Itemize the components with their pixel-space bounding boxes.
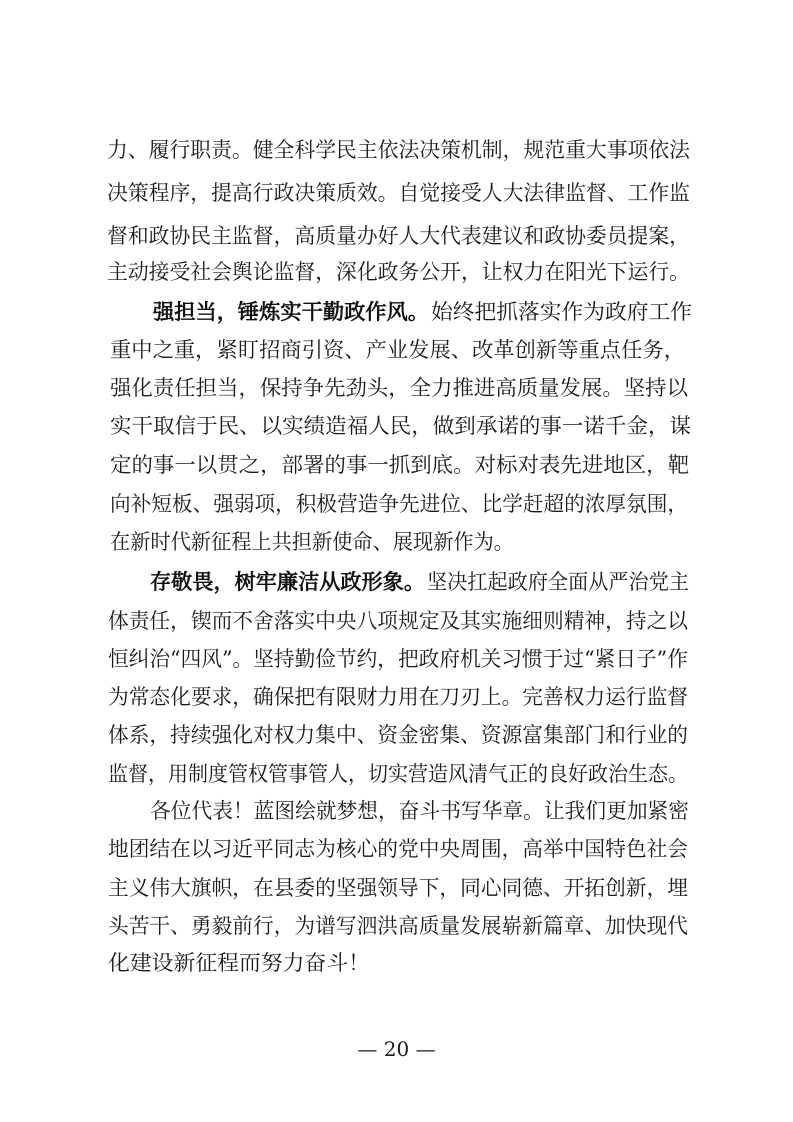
paragraph-line: 体责任，锲而不舍落实中央八项规定及其实施细则精神，持之以 [108,609,689,633]
paragraph-line: 恒纠治“四风”。坚持勤俭节约，把政府机关习惯于过“紧日子”作 [108,647,688,671]
paragraph-line: 各位代表！蓝图绘就梦想，奋斗书写华章。让我们更加紧密 [150,799,690,823]
paragraph-line: 力、履行职责。健全科学民主依法决策机制，规范重大事项依法 [107,138,691,162]
paragraph-line: 始终把抓落实作为政府工作 [431,300,692,324]
paragraph-line: 督和政协民主监督，高质量办好人大代表建议和政协委员提案， [107,224,691,248]
section-heading: 存敬畏，树牢廉洁从政形象。 [150,570,425,594]
paragraph-line: 在新时代新征程上共担新使命、展现新作为。 [110,530,514,554]
paragraph-line: 主动接受社会舆论监督，深化政务公开，让权力在阳光下运行。 [107,260,691,284]
paragraph-line: 坚决扛起政府全面从严治党主 [427,570,689,594]
paragraph-line: 化建设新征程而努力奋斗！ [108,951,371,975]
paragraph-line: 向补短板、强弱项，积极营造争先进位、比学赶超的浓厚氛围， [110,492,689,516]
paragraph-line: 体系，持续强化对权力集中、资金密集、资源富集部门和行业的 [108,723,689,747]
paragraph-line: 主义伟大旗帜，在县委的坚强领导下，同心同德、开拓创新，埋 [108,876,689,900]
paragraph-line: 监督，用制度管权管事管人，切实营造风清气正的良好政治生态。 [108,762,689,786]
paragraph-line: 定的事一以贯之，部署的事一抓到底。对标对表先进地区，靶 [110,453,690,477]
paragraph-line: 重中之重，紧盯招商引资、产业发展、改革创新等重点任务， [110,338,685,362]
paragraph-line: 头苦干、勇毅前行，为谱写泗洪高质量发展崭新篇章、加快现代 [108,914,689,938]
page-number: — 20 — [357,1037,436,1061]
paragraph-line: 决策程序，提高行政决策质效。自觉接受人大法律监督、工作监 [107,181,691,205]
paragraph-line: 实干取信于民、以实绩造福人民，做到承诺的事一诺千金，谋 [110,414,692,438]
section-heading: 强担当，锤炼实干勤政作风。 [153,300,430,324]
paragraph-line: 强化责任担当，保持争先劲头，全力推进高质量发展。坚持以 [110,376,688,400]
paragraph-line: 为常态化要求，确保把有限财力用在刀刃上。完善权力运行监督 [108,685,689,709]
paragraph-line: 地团结在以习近平同志为核心的党中央周围，高举中国特色社会 [108,837,689,861]
